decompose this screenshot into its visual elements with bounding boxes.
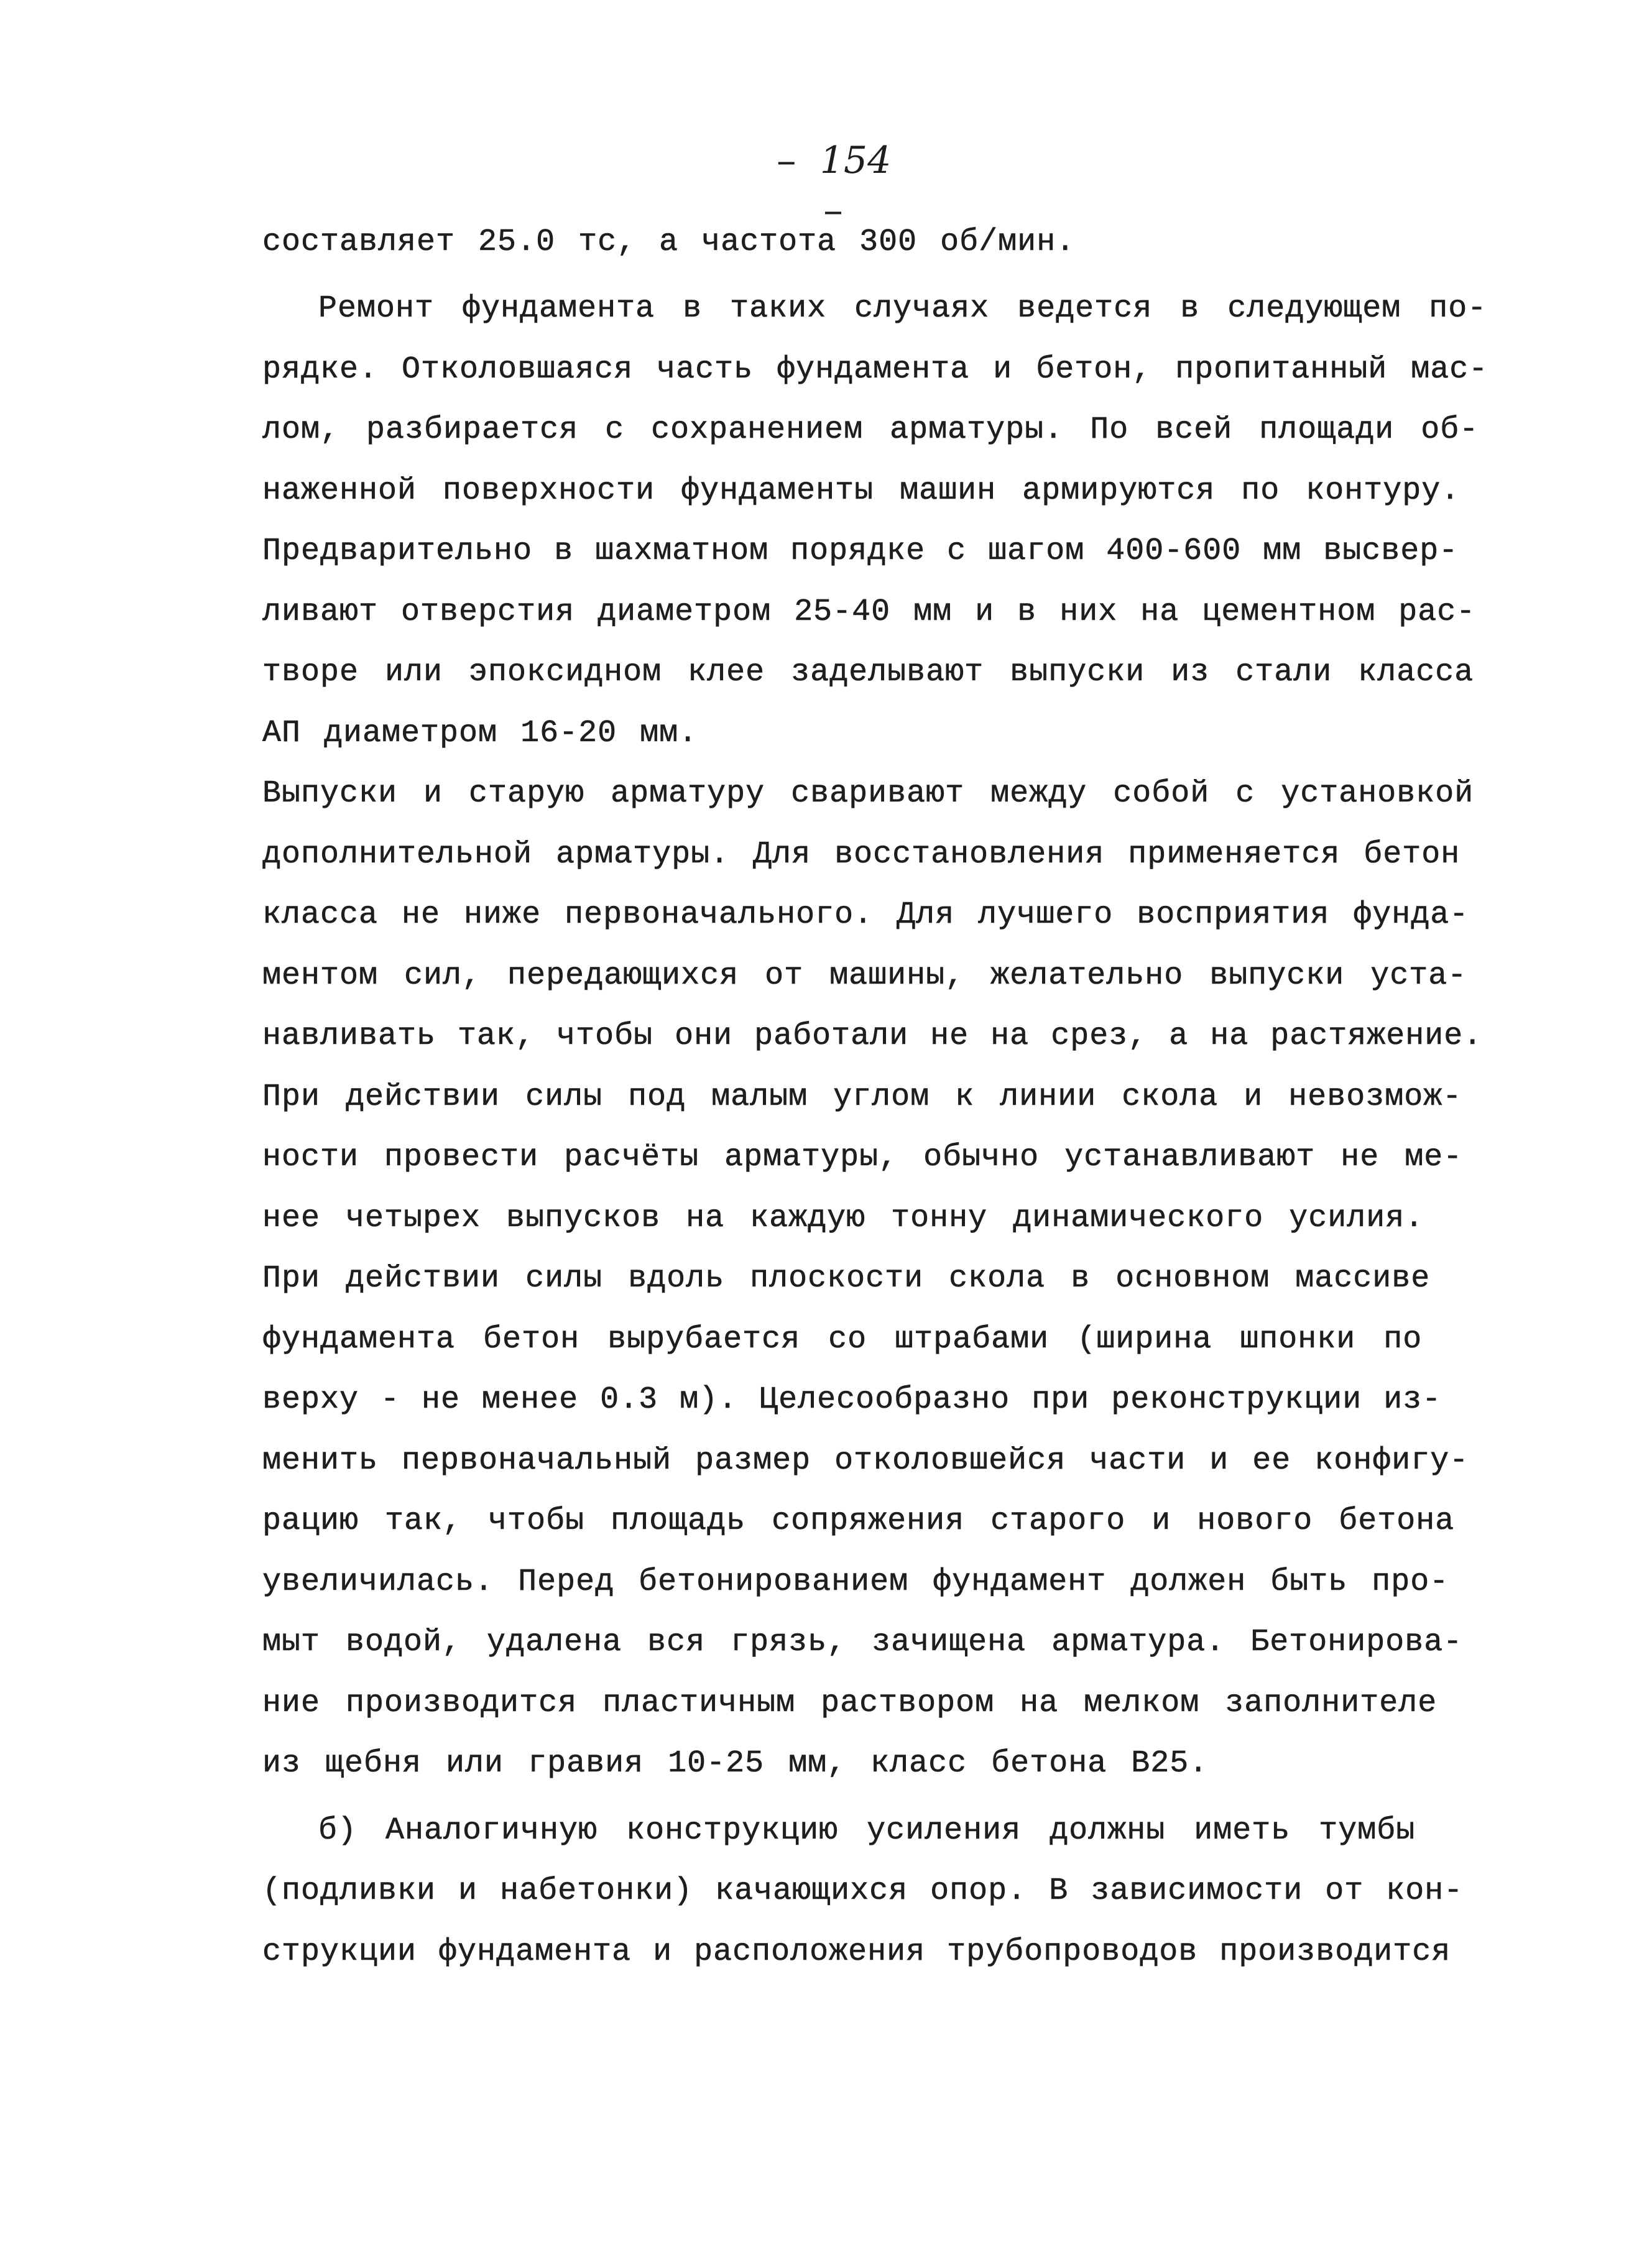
paragraph-2-line-9: При действии силы вдоль плоскости скола в основном массиве [262,1261,1431,1296]
paragraph-2-line-2: дополнительной арматуры. Для восстановления применяется бетон [262,837,1460,872]
paragraph-1-line-4: наженной поверхности фундаменты машин армируются по контуру. [262,473,1460,509]
paragraph-1-line-1: Ремонт фундамента в таких случаях ведется в следующем по- [318,291,1487,326]
paragraph-2-line-1: Выпуски и старую арматуру сваривают между собой с установкой [262,776,1474,811]
paragraph-2-line-16: ние производится пластичным раствором на мелком заполнителе [262,1686,1437,1721]
paragraph-2-line-15: мыт водой, удалена вся грязь, зачищена арматура. Бетонирова- [262,1625,1463,1660]
paragraph-1-line-3: лом, разбирается с сохранением арматуры. По всей площади об- [262,412,1479,448]
text-line-1: составляет 25.0 тс, а частота 300 об/мин. [262,224,1076,260]
paragraph-2-line-6: При действии силы под малым углом к линии скола и невозмож- [262,1079,1462,1115]
paragraph-2-line-11: верху - не менее 0.3 м). Целесообразно при реконструкции из- [262,1382,1442,1418]
paragraph-2-line-3: класса не ниже первоначального. Для лучшего восприятия фунда- [262,897,1469,933]
paragraph-1-line-7: творе или эпоксидном клее заделывают выпуски из стали класса [262,655,1474,690]
paragraph-2-line-4: ментом сил, передающихся от машины, желательно выпуски уста- [262,958,1467,994]
paragraph-2-line-8: нее четырех выпусков на каждую тонну динамического усилия. [262,1201,1424,1236]
paragraph-1-line-5: Предварительно в шахматном порядке с шагом 400-600 мм высвер- [262,533,1459,569]
paragraph-1-line-6: ливают отверстия диаметром 25-40 мм и в них на цементном рас- [262,594,1476,630]
paragraph-3-line-3: струкции фундамента и расположения трубопроводов производится [262,1934,1451,1970]
page-number-prefix: – [775,142,820,185]
paragraph-2-line-5: навливать так, чтобы они работали не на срез, а на растяжение. [262,1018,1483,1054]
paragraph-3-line-1: б) Аналогичную конструкцию усиления должны иметь тумбы [318,1813,1416,1848]
paragraph-1-line-8: АП диаметром 16-20 мм. [262,716,698,751]
paragraph-2-line-12: менить первоначальный размер отколовшейся части и ее конфигу- [262,1443,1469,1479]
page-number-suffix: – [821,192,844,234]
paragraph-1-line-2: рядке. Отколовшаяся часть фундамента и бетон, пропитанный мас- [262,352,1488,387]
paragraph-3-line-2: (подливки и набетонки) качающихся опор. В зависимости от кон- [262,1873,1464,1909]
paragraph-2-line-7: ности провести расчёты арматуры, обычно устанавливают не ме- [262,1140,1463,1175]
page-number-value: 154 [819,139,892,182]
paragraph-2-line-10: фундамента бетон вырубается со штрабами (ширина шпонки по [262,1322,1423,1357]
paragraph-2-line-14: увеличилась. Перед бетонированием фундамент должен быть про- [262,1564,1449,1600]
paragraph-2-line-17: из щебня или гравия 10-25 мм, класс бетона В25. [262,1746,1209,1781]
paragraph-2-line-13: рацию так, чтобы площадь сопряжения старого и нового бетона [262,1503,1455,1539]
